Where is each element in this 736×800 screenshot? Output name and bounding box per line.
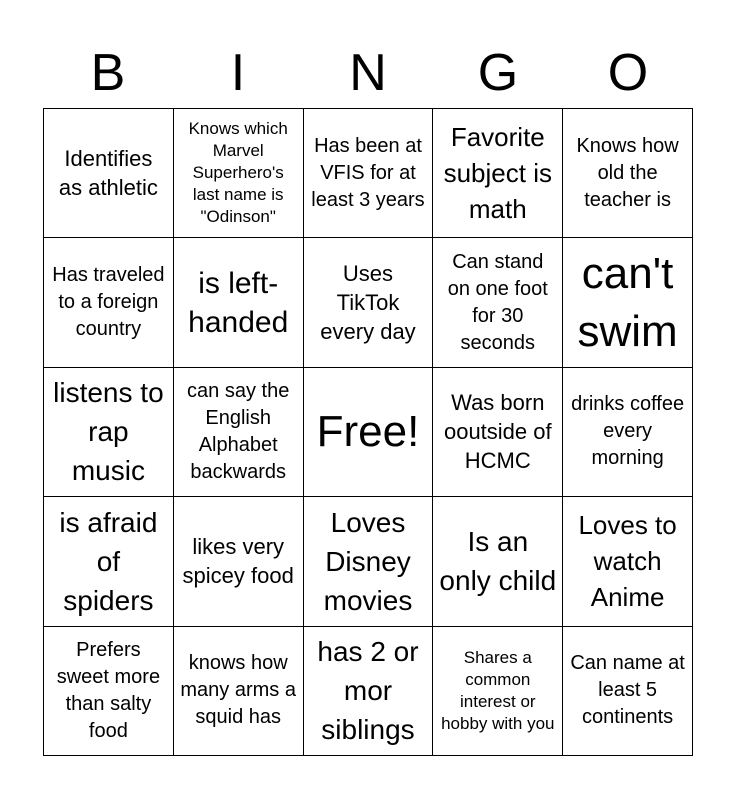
bingo-cell[interactable] <box>44 109 174 238</box>
bingo-cell[interactable] <box>304 627 434 756</box>
cell-text: Has been at VFIS for at least 3 years <box>311 134 425 211</box>
header-letter-i: I <box>230 44 246 102</box>
bingo-cell[interactable] <box>563 497 693 626</box>
cell-text: drinks coffee every morning <box>571 393 685 470</box>
bingo-cell[interactable] <box>563 109 693 238</box>
bingo-cell[interactable] <box>563 238 693 367</box>
header-letter-n: N <box>349 44 387 102</box>
bingo-cell[interactable] <box>174 238 304 367</box>
bingo-header <box>43 38 693 108</box>
bingo-cell[interactable] <box>44 238 174 367</box>
cell-text: Shares a common interest or hobby with you <box>441 647 555 733</box>
cell-text: is left-handed <box>188 266 289 339</box>
bingo-cell[interactable] <box>44 368 174 497</box>
bingo-cell[interactable] <box>174 627 304 756</box>
bingo-cell[interactable] <box>433 368 563 497</box>
cell-text: listens to rap music <box>53 377 164 487</box>
cell-text: Knows which Marvel Superhero's last name is "Odinson" <box>188 119 288 227</box>
cell-text: Has traveled to a foreign country <box>52 264 165 341</box>
cell-text: can't swim <box>577 248 678 356</box>
cell-text: Prefers sweet more than salty food <box>56 638 161 742</box>
bingo-cell[interactable] <box>563 368 693 497</box>
cell-text: Loves Disney movies <box>323 506 413 616</box>
bingo-cell[interactable] <box>433 627 563 756</box>
bingo-cell[interactable] <box>433 109 563 238</box>
cell-text: is afraid of spiders <box>59 506 158 616</box>
bingo-cell[interactable] <box>563 627 693 756</box>
free-space-text: Free! <box>316 406 420 456</box>
cell-text: has 2 or mor siblings <box>317 636 419 746</box>
cell-text: knows how many arms a squid has <box>180 652 296 729</box>
cell-text: Can name at least 5 continents <box>570 652 685 729</box>
header-letter-o: O <box>607 44 649 102</box>
bingo-cell[interactable] <box>304 497 434 626</box>
cell-text: likes very spicey food <box>182 534 294 589</box>
bingo-cell[interactable] <box>304 109 434 238</box>
cell-text: can say the English Alphabet backwards <box>187 379 290 483</box>
free-space-cell[interactable] <box>304 368 434 497</box>
bingo-cell[interactable] <box>174 497 304 626</box>
header-letter-b: B <box>90 44 126 102</box>
cell-text: Loves to watch Anime <box>578 510 677 613</box>
bingo-cell[interactable] <box>44 627 174 756</box>
cell-text: Is an only child <box>439 526 557 597</box>
bingo-cell[interactable] <box>44 497 174 626</box>
bingo-cell[interactable] <box>304 238 434 367</box>
header-letter-g: G <box>477 44 519 102</box>
cell-text: Uses TikTok every day <box>320 261 416 345</box>
cell-text: Was born ooutside of HCMC <box>443 390 552 474</box>
cell-text: Knows how old the teacher is <box>576 134 679 211</box>
cell-text: Favorite subject is math <box>443 122 552 225</box>
cell-text: Identifies as athletic <box>58 146 158 201</box>
bingo-cell[interactable] <box>174 109 304 238</box>
cell-text: Can stand on one foot for 30 seconds <box>447 250 548 354</box>
bingo-cell[interactable] <box>433 497 563 626</box>
bingo-cell[interactable] <box>433 238 563 367</box>
bingo-card-grid <box>43 108 693 756</box>
bingo-cell[interactable] <box>174 368 304 497</box>
